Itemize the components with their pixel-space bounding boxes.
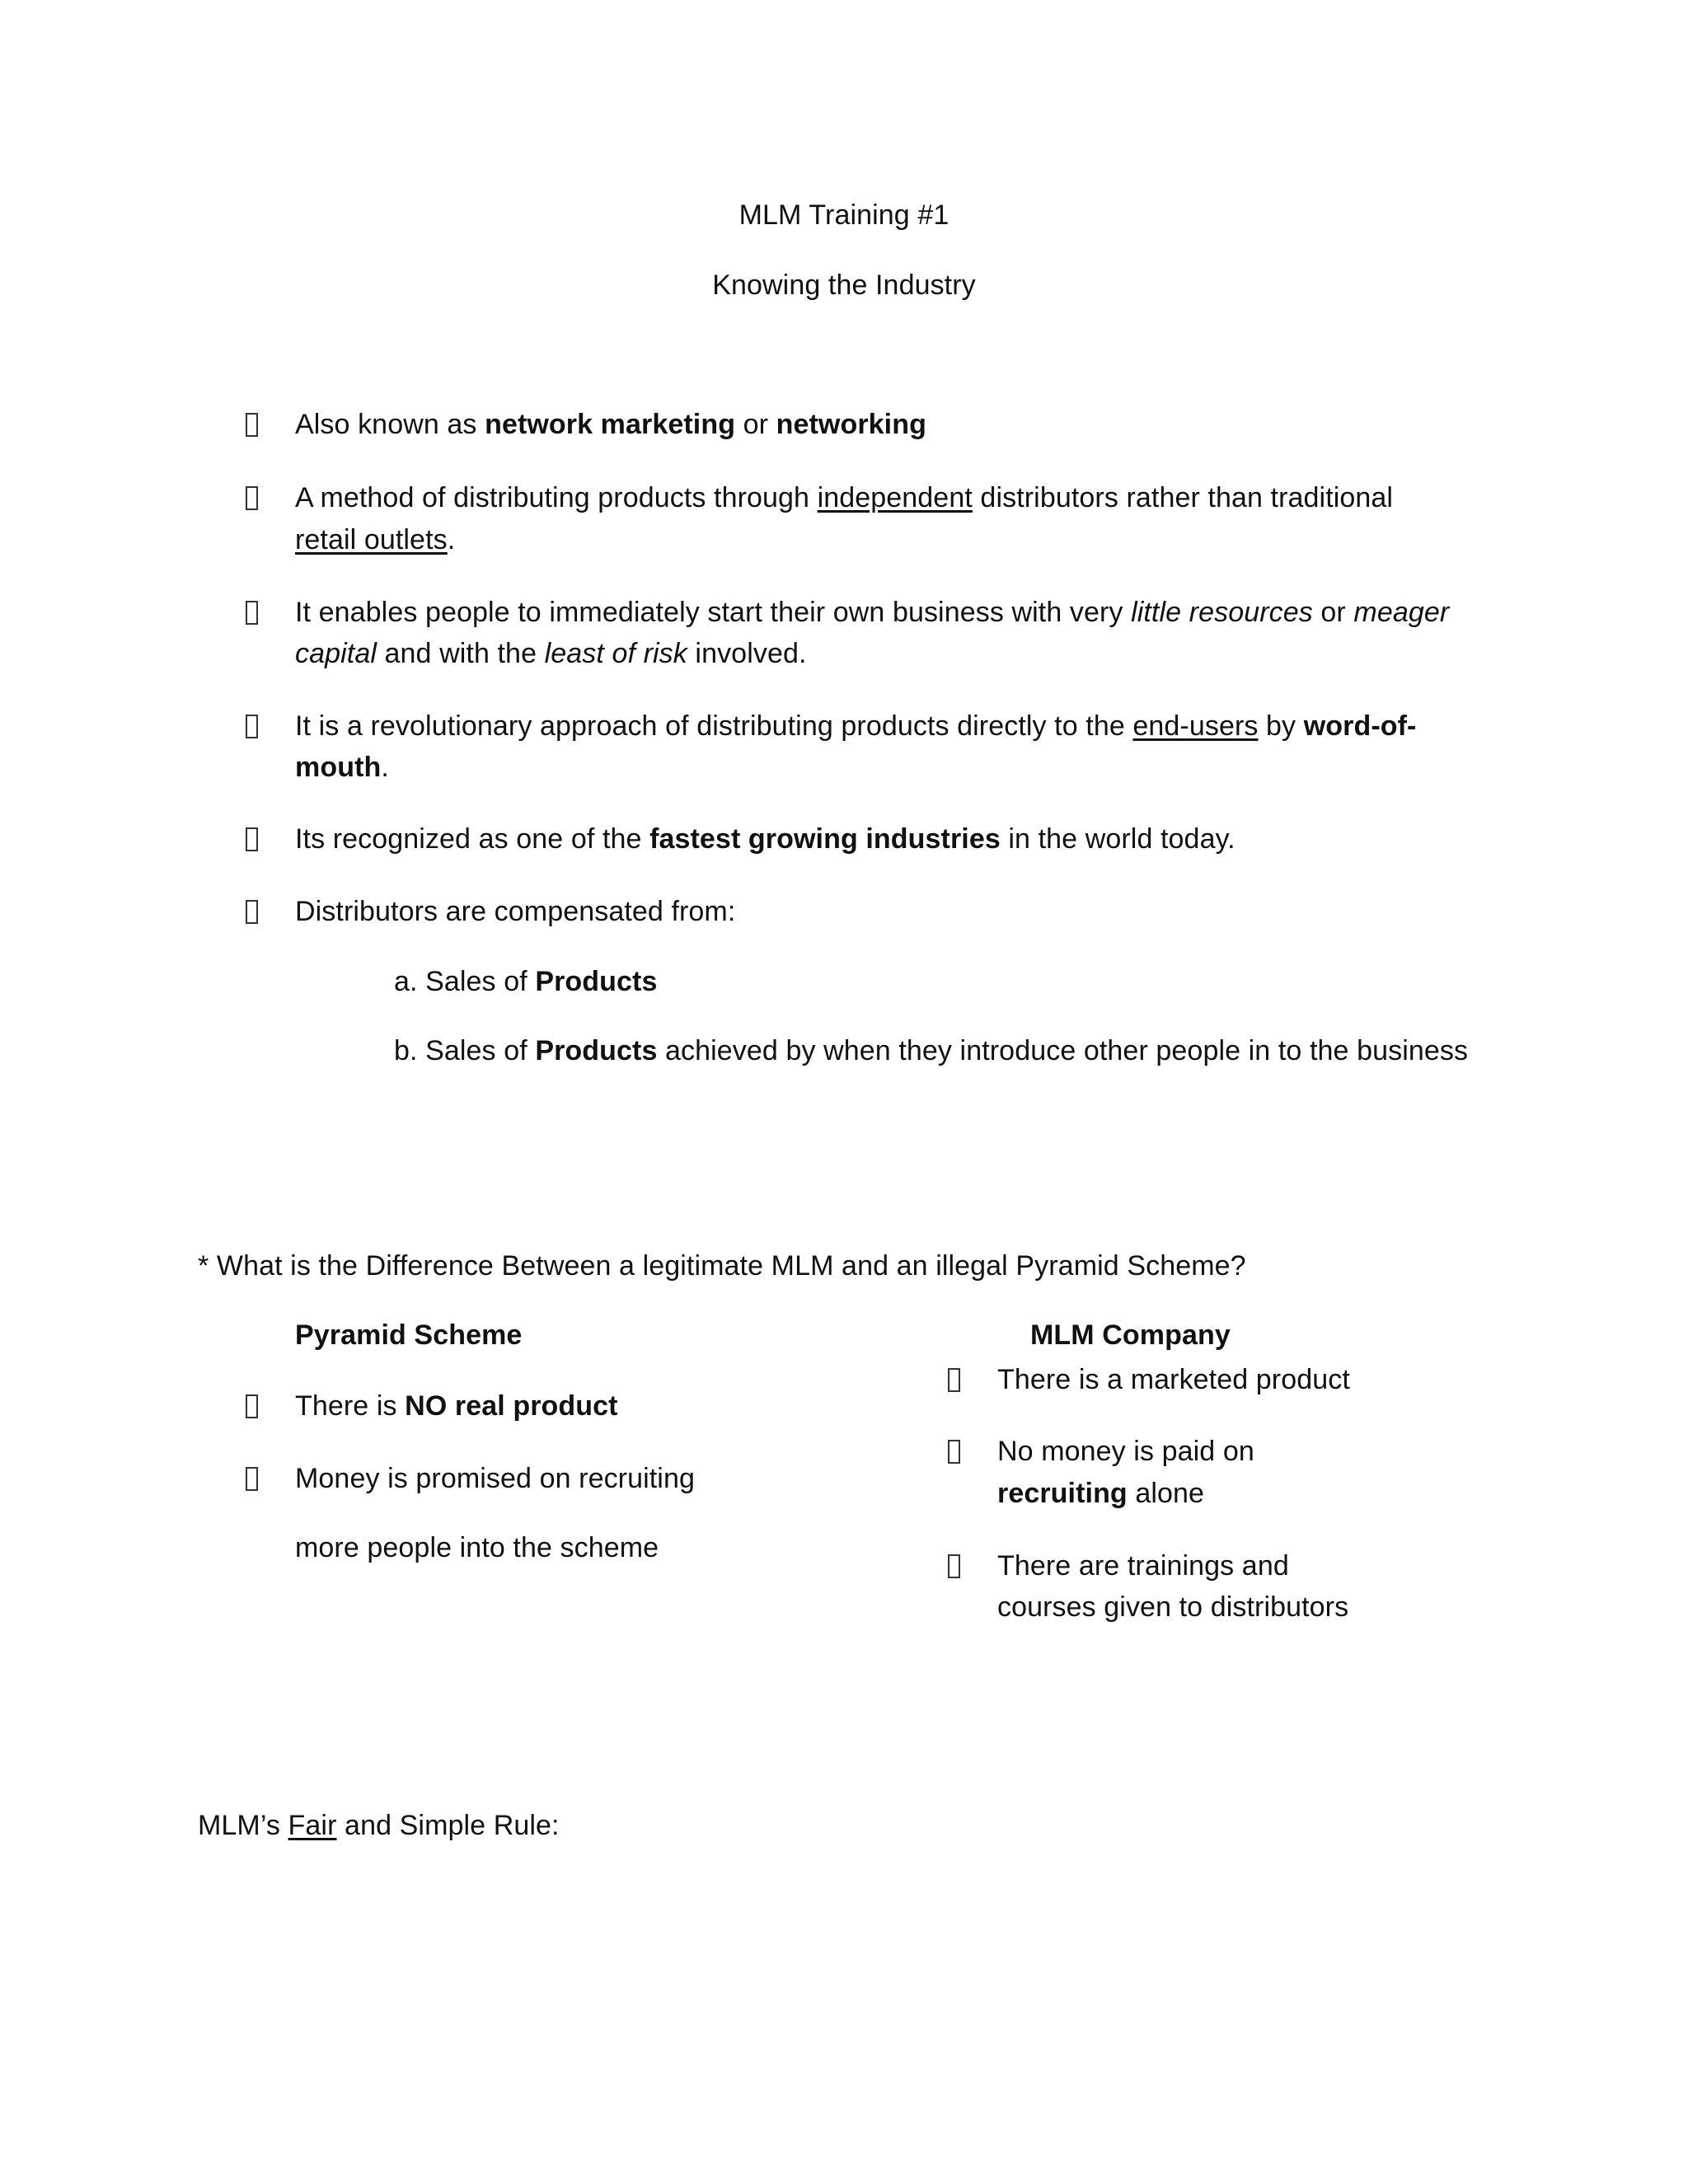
mlm-item: There are trainings and xyxy=(997,1550,1289,1582)
pyramid-item: Money is promised on recruiting xyxy=(295,1463,695,1494)
bullet-text-cont: mouth. xyxy=(295,752,389,783)
mlm-item: No money is paid on xyxy=(997,1436,1254,1467)
box-bullet-icon xyxy=(243,477,260,519)
box-bullet-icon xyxy=(243,1458,260,1500)
pyramid-heading: Pyramid Scheme xyxy=(295,1319,523,1351)
pyramid-item-cont: more people into the scheme xyxy=(295,1532,659,1563)
page-title: MLM Training #1 xyxy=(738,199,950,231)
box-bullet-icon xyxy=(243,592,260,634)
box-bullet-icon xyxy=(243,1385,260,1427)
bullet-text: Distributors are compensated from: xyxy=(295,896,736,927)
bullet-text: It enables people to immediately start their own business with very little resources or meager xyxy=(295,597,1450,628)
box-bullet-icon xyxy=(243,818,260,860)
mlm-heading: MLM Company xyxy=(1030,1319,1231,1351)
box-bullet-icon xyxy=(243,891,260,933)
mlm-item-cont: recruiting alone xyxy=(997,1478,1205,1509)
bullet-text-cont: capital and with the least of risk involved. xyxy=(295,638,807,669)
box-bullet-icon xyxy=(945,1545,962,1587)
sub-item-b: b. Sales of Products achieved by when they introduce other people in to the business xyxy=(394,1035,1469,1066)
mlm-item: There is a marketed product xyxy=(997,1364,1350,1395)
sub-item-a: a. Sales of Products xyxy=(394,966,658,997)
bullet-text: It is a revolutionary approach of distributing products directly to the end-users by word-of- xyxy=(295,710,1417,742)
bullet-text: Its recognized as one of the fastest growing industries in the world today. xyxy=(295,823,1236,855)
bullet-text: A method of distributing products through independent distributors rather than traditional xyxy=(295,482,1394,513)
bullet-text: Also known as network marketing or networking xyxy=(295,409,926,440)
question-heading: * What is the Difference Between a legitimate MLM and an illegal Pyramid Scheme? xyxy=(198,1250,1246,1282)
rule-heading: MLM’s Fair and Simple Rule: xyxy=(198,1810,560,1841)
box-bullet-icon xyxy=(945,1359,962,1401)
box-bullet-icon xyxy=(945,1431,962,1473)
bullet-text-cont: retail outlets. xyxy=(295,524,456,555)
box-bullet-icon xyxy=(243,705,260,748)
page-subtitle: Knowing the Industry xyxy=(712,269,976,301)
pyramid-item: There is NO real product xyxy=(295,1390,618,1422)
mlm-item-cont: courses given to distributors xyxy=(997,1591,1349,1623)
box-bullet-icon xyxy=(243,404,260,446)
